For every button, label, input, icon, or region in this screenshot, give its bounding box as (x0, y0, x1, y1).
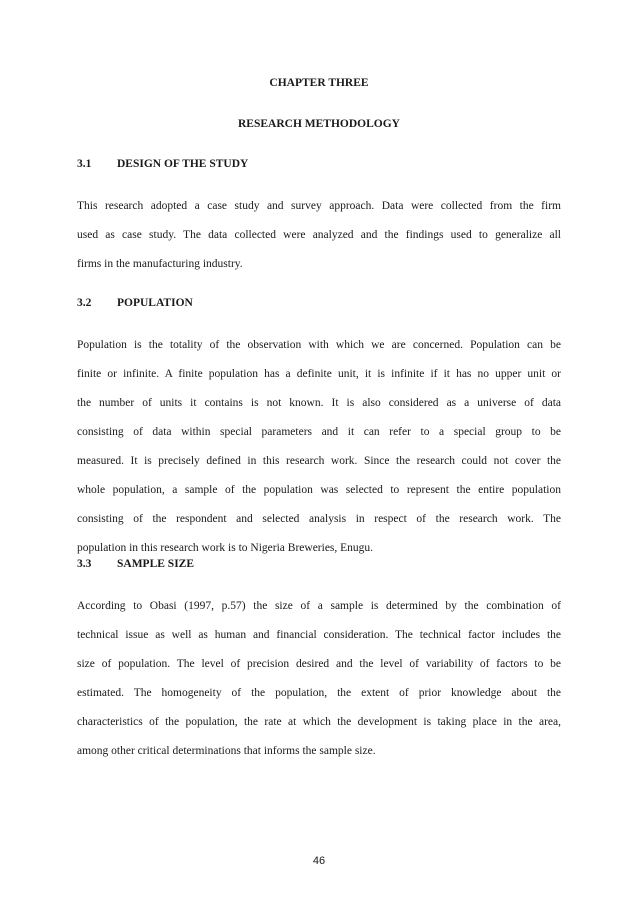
paragraph-line: characteristics of the population, the rate at which the development is taking place in the area, (77, 716, 561, 728)
paragraph-line: size of population. The level of precision desired and the level of variability of factors to be (77, 658, 561, 670)
section-heading-sample-size (77, 558, 194, 570)
paragraph-line: estimated. The homogeneity of the population, the extent of prior knowledge about the (77, 687, 561, 699)
paragraph-line: finite or infinite. A finite population has a definite unit, it is infinite if it has no upper unit or (77, 368, 561, 380)
paragraph-line: the number of units it contains is not known. It is also considered as a universe of data (77, 397, 561, 409)
section-number: 3.2 (77, 297, 92, 309)
paragraph-line: consisting of the respondent and selected analysis in respect of the research work. The (77, 513, 561, 525)
paragraph-line: population in this research work is to Nigeria Breweries, Enugu. (77, 542, 374, 554)
section-heading-population (77, 297, 193, 309)
paragraph-population (77, 331, 561, 563)
paragraph-design (77, 192, 561, 279)
section-heading-design (77, 158, 248, 170)
section-title: DESIGN OF THE STUDY (117, 158, 249, 170)
section-number: 3.3 (77, 558, 92, 570)
section-number: 3.1 (77, 158, 92, 170)
paragraph-line: measured. It is precisely defined in this research work. Since the research could not cover the (77, 455, 561, 467)
section-title: POPULATION (117, 297, 193, 309)
chapter-subtitle: RESEARCH METHODOLOGY (238, 118, 400, 130)
page-number: 46 (312, 855, 326, 867)
paragraph-line: Population is the totality of the observation with which we are concerned. Population can be (77, 339, 561, 351)
paragraph-line: firms in the manufacturing industry. (77, 258, 243, 270)
chapter-title: CHAPTER THREE (269, 77, 369, 89)
paragraph-sample-size (77, 592, 561, 766)
paragraph-line: among other critical determinations that informs the sample size. (77, 745, 376, 757)
paragraph-line: According to Obasi (1997, p.57) the size of a sample is determined by the combination of (77, 600, 561, 612)
paragraph-line: consisting of data within special parameters and it can refer to a special group to be (77, 426, 561, 438)
paragraph-line: This research adopted a case study and survey approach. Data were collected from the firm (77, 200, 561, 212)
section-title: SAMPLE SIZE (117, 558, 195, 570)
paragraph-line: whole population, a sample of the population was selected to represent the entire population (77, 484, 561, 496)
paragraph-line: technical issue as well as human and financial consideration. The technical factor includes the (77, 629, 561, 641)
paragraph-line: used as case study. The data collected were analyzed and the findings used to generalize all (77, 229, 561, 241)
